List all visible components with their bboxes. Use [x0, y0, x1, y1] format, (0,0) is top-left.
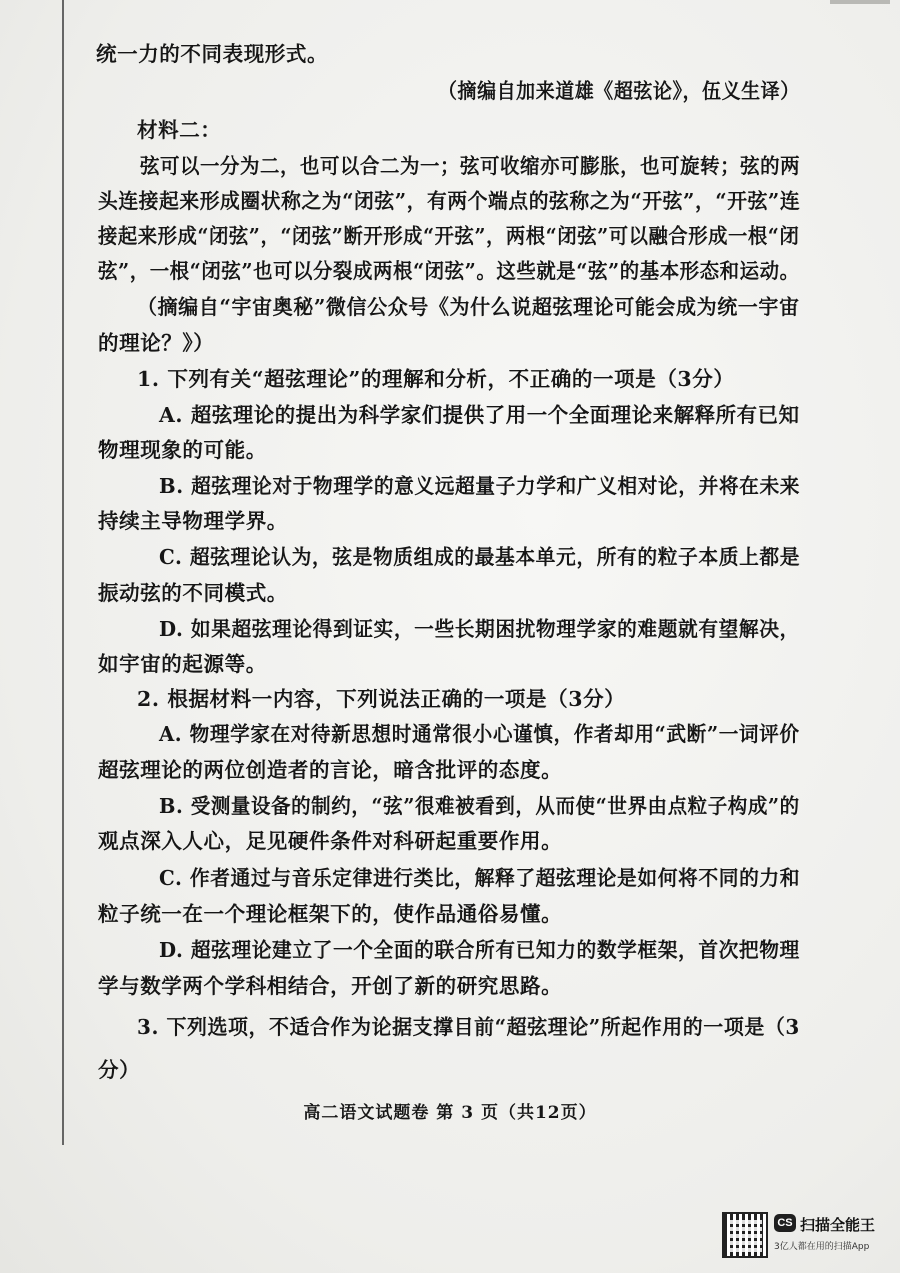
- question-2-stem: 2. 根据材料一内容，下列说法正确的一项是（3分）: [137, 687, 626, 711]
- question-1-stem: 1. 下列有关“超弦理论”的理解和分析，不正确的一项是（3分）: [137, 367, 735, 391]
- text-line: 弦”，一根“闭弦”也可以分裂成两根“闭弦”。这些就是“弦”的基本形态和运动。: [98, 259, 800, 283]
- scanner-tagline: 3亿人都在用的扫描App: [774, 1242, 870, 1252]
- question-1-option-d-cont: 如宇宙的起源等。: [98, 652, 267, 676]
- question-2-option-b: B. 受测量设备的制约，“弦”很难被看到，从而使“世界由点粒子构成”的: [159, 794, 800, 818]
- question-2-option-d-cont: 学与数学两个学科相结合，开创了新的研究思路。: [98, 974, 563, 998]
- section-heading: 材料二：: [137, 118, 222, 142]
- corner-scan-artifact: [830, 0, 890, 4]
- qr-code-icon: [722, 1212, 768, 1258]
- question-2-option-c-cont: 粒子统一在一个理论框架下的，使作品通俗易懂。: [98, 902, 563, 926]
- text-line: 弦可以一分为二，也可以合二为一；弦可收缩亦可膨胀，也可旋转；弦的两: [140, 154, 801, 178]
- binding-shadow-line: [62, 0, 64, 1145]
- text-line: 统一力的不同表现形式。: [96, 42, 329, 66]
- question-2-option-a-cont: 超弦理论的两位创造者的言论，暗含批评的态度。: [98, 758, 563, 782]
- question-2-option-d: D. 超弦理论建立了一个全面的联合所有已知力的数学框架，首次把物理: [159, 938, 800, 962]
- question-3-stem-cont: 分）: [98, 1058, 141, 1082]
- page-footer: 高二语文试题卷 第 3 页（共12页）: [303, 1103, 597, 1123]
- citation-line: （摘编自“宇宙奥秘”微信公众号《为什么说超弦理论可能会成为统一宇宙: [137, 295, 800, 319]
- question-3-stem: 3. 下列选项，不适合作为论据支撑目前“超弦理论”所起作用的一项是（3: [137, 1015, 800, 1039]
- question-1-option-a-cont: 物理现象的可能。: [98, 438, 267, 462]
- text-line: 头连接起来形成圈状称之为“闭弦”，有两个端点的弦称之为“开弦”，“开弦”连: [98, 189, 801, 213]
- text-line: 接起来形成“闭弦”，“闭弦”断开形成“开弦”，两根“闭弦”可以融合形成一根“闭: [98, 224, 800, 248]
- question-2-option-c: C. 作者通过与音乐定律进行类比，解释了超弦理论是如何将不同的力和: [159, 866, 801, 890]
- question-1-option-c: C. 超弦理论认为，弦是物质组成的最基本单元，所有的粒子本质上都是: [159, 545, 801, 569]
- question-2-option-a: A. 物理学家在对待新思想时通常很小心谨慎，作者却用“武断”一词评价: [159, 722, 800, 746]
- citation-line: 的理论？》）: [98, 331, 215, 355]
- citation-line: （摘编自加来道雄《超弦论》，伍义生译）: [438, 79, 800, 103]
- question-1-option-a: A. 超弦理论的提出为科学家们提供了用一个全面理论来解释所有已知: [159, 403, 800, 427]
- question-1-option-b: B. 超弦理论对于物理学的意义远超量子力学和广义相对论，并将在未来: [159, 474, 801, 498]
- question-1-option-b-cont: 持续主导物理学界。: [98, 509, 288, 533]
- scanner-app-name: 扫描全能王: [800, 1216, 876, 1234]
- question-2-option-b-cont: 观点深入人心，足见硬件条件对科研起重要作用。: [98, 829, 563, 853]
- question-1-option-c-cont: 振动弦的不同模式。: [98, 581, 288, 605]
- scanner-watermark: [722, 1212, 882, 1262]
- question-1-option-d: D. 如果超弦理论得到证实，一些长期困扰物理学家的难题就有望解决，: [159, 617, 800, 641]
- camscanner-logo-icon: CS: [774, 1214, 796, 1232]
